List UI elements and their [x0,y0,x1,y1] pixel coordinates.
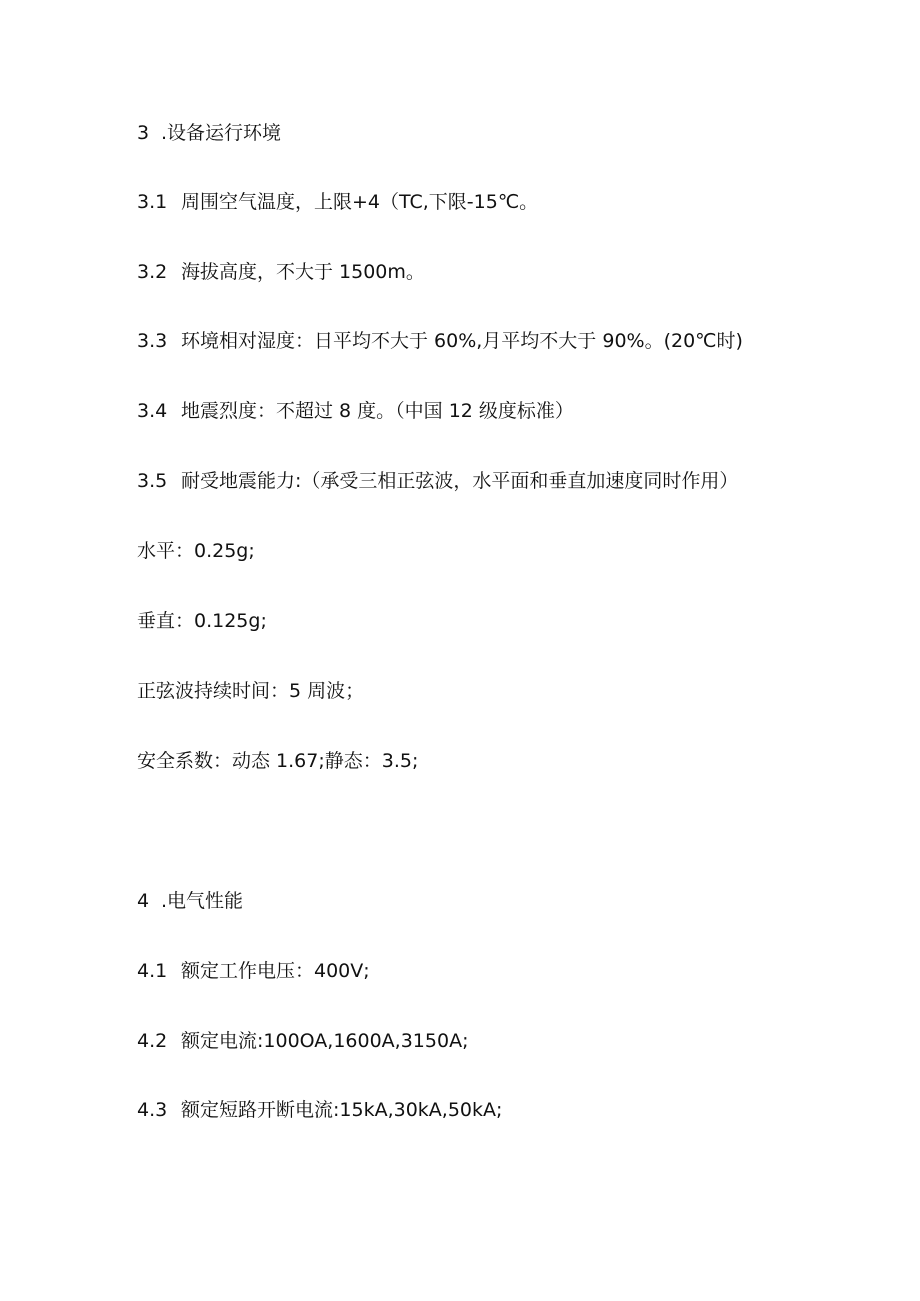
item-number: 3.1 [137,191,168,213]
section-number: 3 [137,122,150,144]
item-text: 额定电流:100OA,1600A,3150A; [181,1030,469,1052]
item-number: 3.2 [137,261,168,283]
item-text: 耐受地震能力:（承受三相正弦波，水平面和垂直加速度同时作用） [181,470,739,492]
item-text: 环境相对湿度：日平均不大于 60%,月平均不大于 90%。(20℃时) [181,330,743,352]
section-title: .设备运行环境 [161,122,282,144]
item-number: 4.2 [137,1030,168,1052]
item-number: 3.3 [137,330,168,352]
item-text: 额定短路开断电流:15kA,30kA,50kA; [181,1099,503,1121]
item-3-4 [137,398,574,424]
item-text: 地震烈度：不超过 8 度。（中国 12 级度标准） [181,400,574,422]
detail-horizontal: 水平：0.25g; [137,540,255,562]
item-text: 额定工作电压：400V; [181,960,370,982]
item-text: 周围空气温度，上限+4（TC,下限-15℃。 [181,191,539,213]
item-text: 海拔高度，不大于 1500m。 [181,261,425,283]
section-number: 4 [137,890,150,912]
section-3-heading [137,120,281,146]
detail-safety-factor: 安全系数：动态 1.67;静态：3.5; [137,750,419,772]
detail-vertical: 垂直：0.125g; [137,610,267,632]
item-3-1 [137,189,538,215]
section-4-heading [137,888,243,914]
item-3-3 [137,328,743,354]
item-number: 4.3 [137,1099,168,1121]
item-4-3 [137,1097,502,1123]
detail-duration: 正弦波持续时间：5 周波； [137,680,365,702]
item-4-2 [137,1028,468,1054]
item-number: 3.5 [137,470,168,492]
item-4-1 [137,958,370,984]
item-3-5 [137,468,738,494]
item-3-2 [137,259,425,285]
item-number: 4.1 [137,960,168,982]
item-number: 3.4 [137,400,168,422]
section-title: .电气性能 [161,890,244,912]
